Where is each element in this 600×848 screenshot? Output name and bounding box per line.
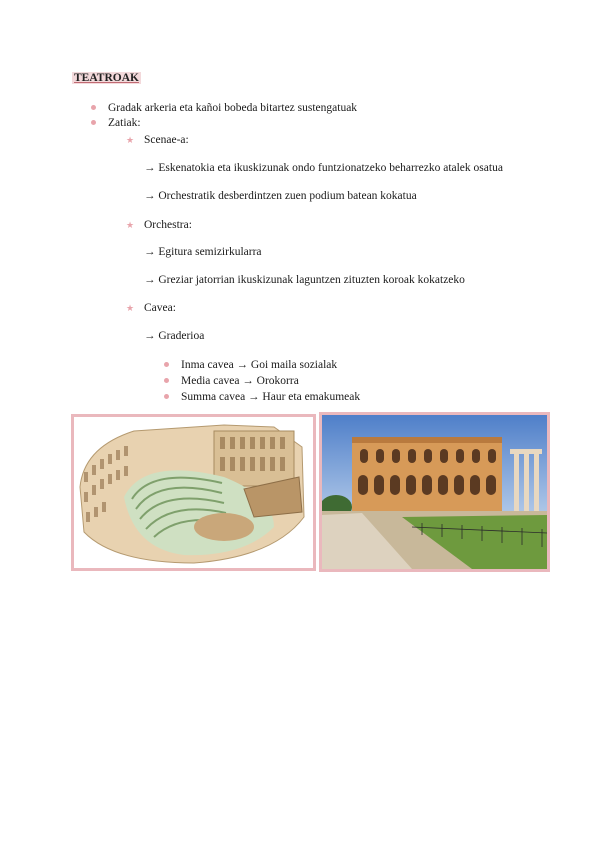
bullet-text: Gradak arkeria eta kañoi bobeda bitartez sustengatuak [108, 102, 358, 114]
scenae-line: → Eskenatokia eta ikuskizunak ondo funtzionatzeko beharrezko atalek osatua [144, 162, 503, 174]
theatre-of-marcellus-icon [322, 415, 547, 569]
bullet-icon [164, 378, 169, 383]
bullet-icon [91, 120, 96, 125]
bullet-icon [91, 105, 96, 110]
section-label-orchestra: Orchestra: [144, 219, 192, 231]
bullet-icon [164, 362, 169, 367]
orchestra-line: → Egitura semizirkularra [144, 246, 262, 258]
cavea-item: Summa cavea → Haur eta emakumeak [181, 391, 361, 403]
roman-theatre-illustration [71, 414, 316, 571]
orchestra-line: → Greziar jatorrian ikuskizunak laguntzen zituzten koroak kokatzeko [144, 274, 465, 286]
roman-theatre-cutaway-icon [74, 417, 313, 568]
cavea-item: Media cavea → Orokorra [181, 375, 299, 387]
cavea-item: Inma cavea → Goi maila sozialak [181, 359, 338, 371]
theatre-of-marcellus-photo [319, 412, 550, 572]
cavea-line: → Graderioa [144, 330, 205, 342]
page-title: TEATROAK [74, 72, 139, 84]
scenae-line: → Orchestratik desberdintzen zuen podium batean kokatua [144, 190, 417, 202]
star-bullet-icon: ★ [126, 303, 135, 313]
bullet-text: Zatiak: [108, 117, 141, 129]
bullet-icon [164, 394, 169, 399]
star-bullet-icon: ★ [126, 135, 135, 145]
section-label-cavea: Cavea: [144, 302, 176, 314]
section-label-scenae: Scenae-a: [144, 134, 189, 146]
star-bullet-icon: ★ [126, 220, 135, 230]
